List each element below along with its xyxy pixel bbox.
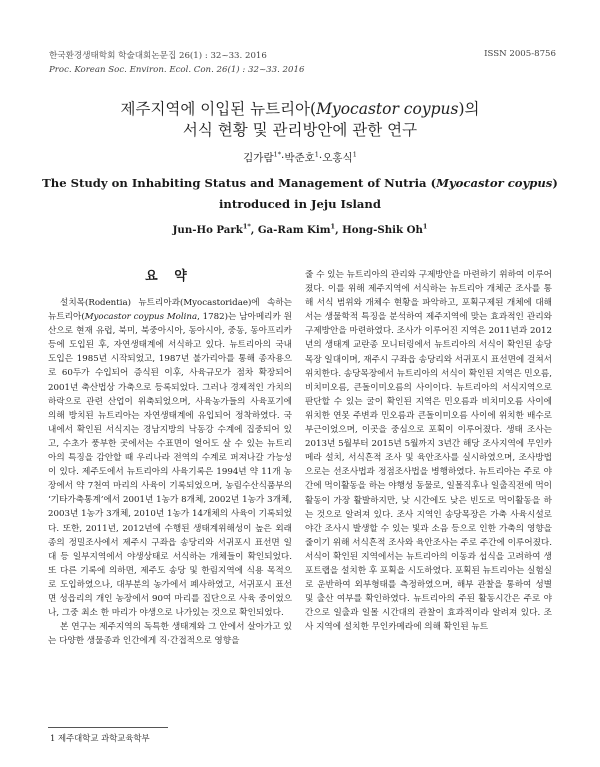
footnote-divider — [48, 727, 168, 728]
english-title — [0, 173, 600, 215]
journal-citation-korean: 한국환경생태학회 학술대회논문집 26(1) : 32~33. 2016 — [49, 51, 267, 61]
right-column — [305, 268, 552, 634]
korean-title-part2: )의 — [458, 100, 480, 118]
author-kim-affil: 1* — [273, 150, 281, 159]
author-park-affil: 1 — [314, 150, 319, 159]
korean-title-part1: 제주지역에 이입된 뉴트리아( — [120, 100, 317, 118]
abstract-heading: 요 약 — [145, 269, 193, 284]
paragraph-1-start: 설치목(Rodentia) 뉴트리아과(Myocastoridae)에 속하는 뉴트리아( — [48, 298, 292, 323]
abstract-paragraph-2-continued: 줄 수 있는 뉴트리아의 관리와 구제방안을 마련하기 위하여 이루어졌다. 이를 위해 제주지역에 서식하는 뉴트리아 개체군 조사를 통해 서식 범위와 개체수 현황을 파악하고, 포획구제된 개체에 대해서는 생물학적 특징을 분석하여 제주지역에 맞는 효과적인 관리와 구제방안을 마련하였다. 조사가 이루어진 지역은 2011년과 2012년의 생태계 교란종 모니터링에서 뉴트리아의 서식이 확인된 송당목장 일대이며, 재주시 구좌읍 송당리와 서귀포시 표선면에 걸쳐서 위치한다. 송당목장에서 뉴트리아의 서식이 확인된 지역은 민오름, 비치미오름, 큰돌이미오름의 사이이다. 뉴트리아의 서식지역으로 판단할 수 있는 굴이 확인된 지역은 민오름과 비치미오름 사이에 위치한 연못 주변과 민오름과 큰돌이미오름 사이에 위치한 배수로 부근이었으며, 이곳을 중심으로 포획이 이루어졌다. 생태 조사는 2013년 5월부터 2015년 5월까지 3년간 해당 조사지역에 무인카메라 설치, 서식흔적 조사 및 육안조사를 실시하였으며, 조사방법으로는 선조사법과 정점조사법을 병행하였다. 뉴트리아는 주로 야간에 먹이활동을 하는 야행성 동물로, 일몰직후나 일출직전에 먹이활동이 가장 활발하지만, 낮 시간에도 낮은 빈도로 먹이활동을 하는 것으로 알려져 있다. 조사 지역인 송당목장은 가축 사육시설로 야간 조사시 발생할 수 있는 빛과 소음 등으로 인한 가축의 영향을 줄이기 위해 서식흔적 조사와 육안조사는 주로 주간에 이루어졌다. 서식이 확인된 지역에서는 뉴트리아의 이동과 섭식을 고려하여 생포트랩을 설치한 후 포획을 시도하였다. 포획된 뉴트리아는 실험실로 운반하여 외부형태를 측정하였으며, 해부 관찰을 통하여 성별 및 출산 여부를 확인하였다. 뉴트리아의 주된 활동시간은 주로 야간으로 일출과 일몰 시간대의 관찰이 효과적이라 알려져 있다. 조사 지역에 설치한 무인카메라에 의해 확인된 뉴트 — [305, 270, 552, 633]
author-eng-park: Jun-Ho Park — [172, 224, 243, 236]
english-title-part2: ) — [552, 176, 558, 190]
abstract-paragraph-1 — [48, 296, 292, 620]
korean-title-species: Myocastor coypus — [316, 100, 459, 118]
journal-citation-english: Proc. Korean Soc. Environ. Ecol. Con. 26(1) : 32~33. 2016 — [49, 65, 305, 75]
author-eng-oh-affil: 1 — [422, 222, 428, 231]
paragraph-1-rest: , 1782)는 남아메리카 원산으로 현재 유럽, 북미, 북중아시아, 동아시아, 중동, 동아프리카 등에 도입된 후, 자연생태계에 서식하고 있다. 뉴트리아의 국내 도입은 1985년 시작되었고, 1987년 불가리아를 통해 종자용으로 60두가 수입되어 증식된 이후, 사육규모가 점차 확장되어 2001년 축산법상 가축으로 등록되었다. 그러나 경제적인 가치의 하락으로 관련 산업이 위축되었으며, 사육농가들의 사육포기에 의해 방치된 뉴트리아는 자연생태계에 유입되어 정착하였다. 국내에서 확인된 서식지는 경남지방의 낙동강 수계에 집중되어 있고, 수초가 풍부한 곳에서는 수표면이 얼어도 살 수 있는 뉴트리아의 특징을 감안할 때 우리나라 전역의 수계로 퍼져나갈 가능성이 있다. 제주도에서 뉴트리아의 사육기록은 1994년 약 11개 농장에서 약 7천여 마리의 사육이 기록되었으며, 농림수산식품부의 ‘기타가축통계’에서 2001년 1농가 8개체, 2002년 1농가 3개체, 2003년 1농가 3개체, 2010년 1농가 14개체의 사육이 기록되었다. 또한, 2011년, 2012년에 수행된 생태계위해성이 높은 외래종의 정밀조사에서 제주시 구좌읍 송당리와 서귀포시 표선면 일대 등 일부지역에서 야생상태로 서식하는 개체들이 확인되었다. 또 다른 기록에 의하면, 제주도 송당 및 한림지역에 식용 목적으로 도입하였으나, 대부분의 농가에서 폐사하였고, 서귀포시 표선면 성읍리의 개인 농장에서 90여 마리를 집단으로 사육 중이었으나, 그중 최소 한 마리가 야생으로 나가있는 것으로 확인되었다. — [48, 312, 292, 619]
species-scientific-name: Myocastor coypus Molina — [84, 312, 198, 323]
author-park: ·박준호 — [280, 152, 315, 164]
author-eng-oh: , Hong-Shik Oh — [335, 224, 423, 236]
author-eng-kim-affil: 1 — [330, 222, 336, 231]
english-title-part1: The Study on Inhabiting Status and Management of Nutria ( — [42, 176, 437, 190]
author-eng-park-affil: 1* — [242, 222, 251, 231]
english-title-line2: introduced in Jeju Island — [219, 197, 381, 211]
journal-header — [49, 49, 304, 77]
affiliation-footnote: 1 제주대학교 과학교육학부 — [50, 733, 150, 743]
english-title-species: Myocastor coypus — [436, 176, 553, 190]
english-authors — [0, 224, 600, 236]
abstract-paragraph-2: 본 연구는 제주지역의 독특한 생태계와 그 안에서 살아가고 있는 다양한 생물종과 인간에게 직·간접적으로 영향을 — [48, 622, 292, 647]
korean-authors — [0, 150, 600, 165]
author-oh-affil: 1 — [352, 150, 357, 159]
left-column — [48, 296, 292, 648]
author-eng-kim: , Ga-Ram Kim — [250, 224, 331, 236]
korean-title-line2: 서식 현황 및 관리방안에 관한 연구 — [182, 121, 418, 139]
author-kim: 김가람 — [243, 152, 274, 164]
issn: ISSN 2005-8756 — [484, 49, 556, 59]
korean-title — [0, 99, 600, 141]
author-oh: ·오홍식 — [318, 152, 353, 164]
